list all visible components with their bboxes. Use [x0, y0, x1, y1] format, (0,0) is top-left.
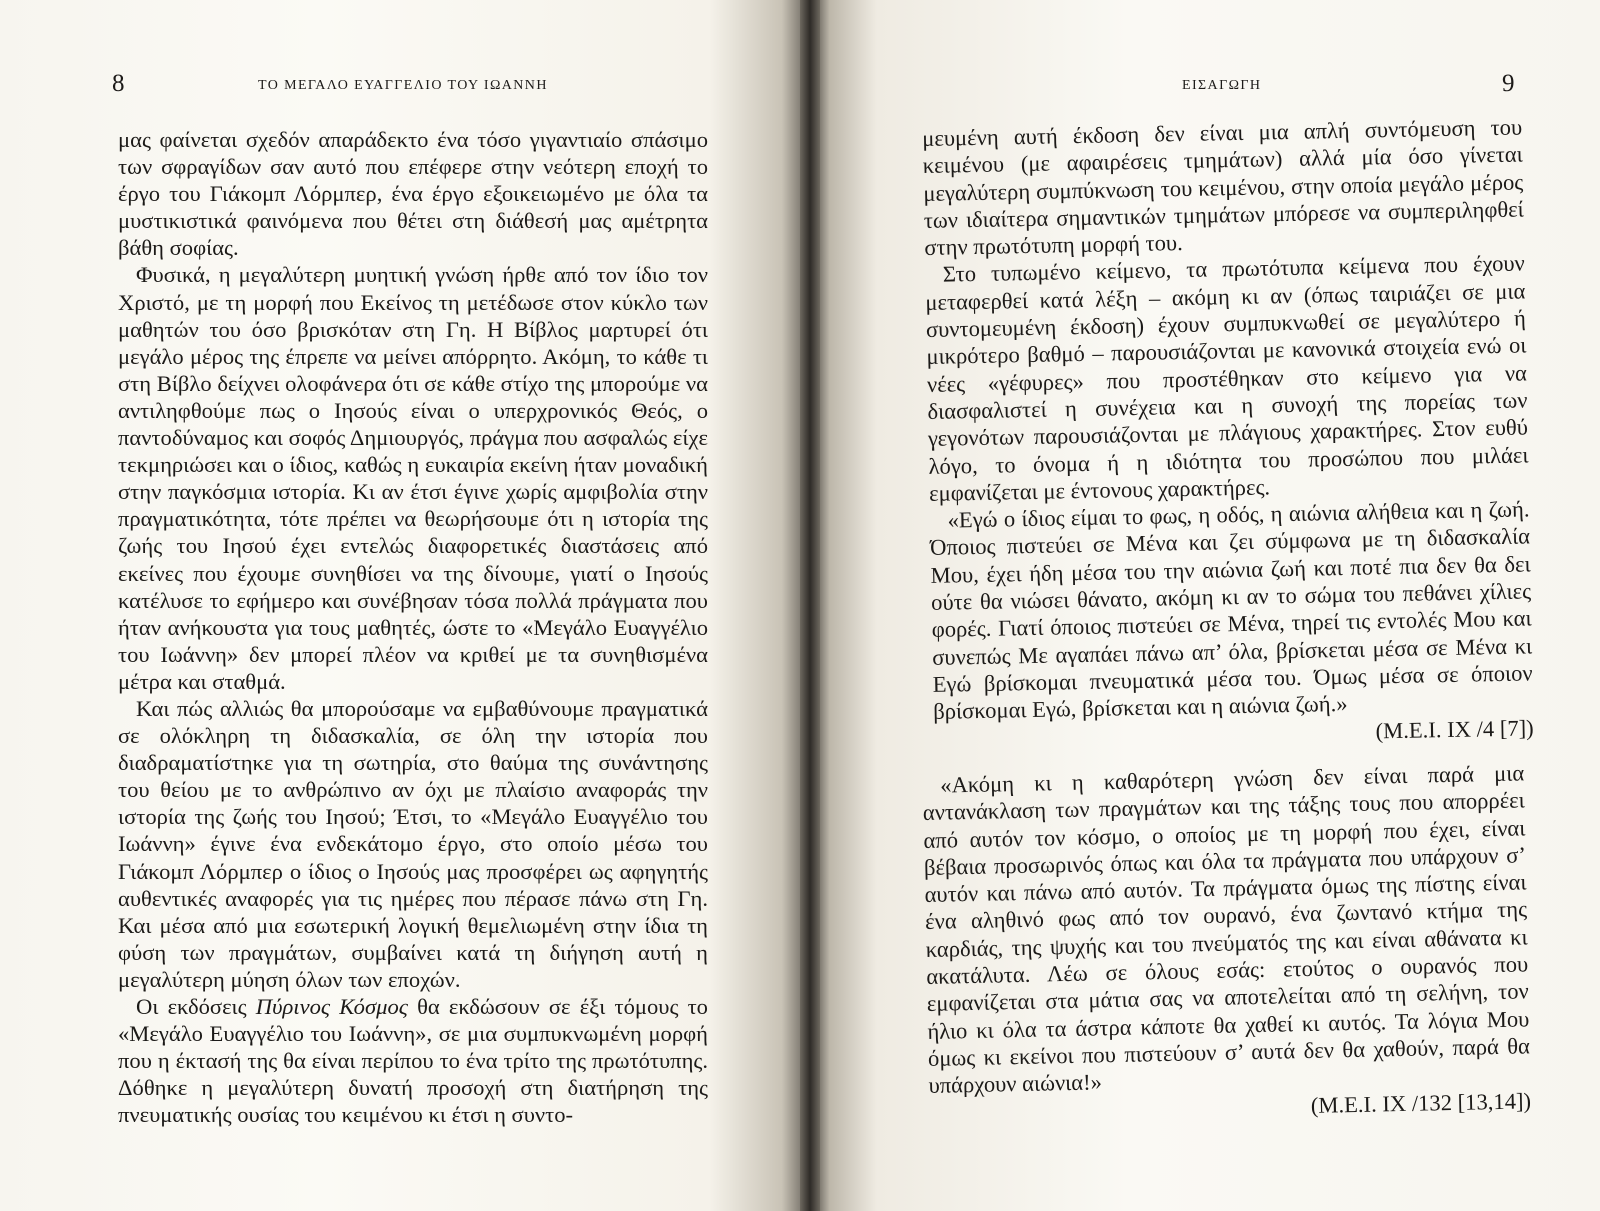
left-paragraph-4	[118, 993, 708, 1128]
left-paragraph-1: μας φαίνεται σχεδόν απαράδεκτο ένα τόσο γιγαντιαίο σπάσιμο των σφραγίδων σαν αυτό που επέφερε στην νεότερη εποχή το έργο του Γιάκομπ Λόρμπερ, ένα έργο εξοικειωμένο με όλα τα μυστικιστικά φαινόμενα που θέτει στη διάθεσή μας αμέτρητα βάθη σοφίας.	[118, 127, 708, 261]
left-paragraph-4-rest: θα εκδώσουν σε έξι τόμους το «Μεγάλο Ευαγγέλιο του Ιωάννη», σε μια συμπυκνωμένη μορφή που η έκτασή της θα είναι περίπου το ένα τρίτο της πρωτότυπης. Δόθηκε η μεγαλύτερη δυνατή προσοχή στη διατήρηση της πνευματικής ουσίας του κειμένου κι έτσι η συντο-	[118, 994, 708, 1128]
left-page-number: 8	[112, 70, 125, 97]
left-running-head: ΤΟ ΜΕΓΑΛΟ ΕΥΑΓΓΕΛΙΟ ΤΟΥ ΙΩΑΝΝΗ	[258, 78, 548, 93]
right-page-number: 9	[1502, 70, 1515, 97]
publisher-name: Πύρινος Κόσμος	[255, 994, 408, 1019]
citation-2: (Μ.Ε.Ι. IX /132 [13,14])	[1310, 1087, 1532, 1118]
right-paragraph-1: μευμένη αυτή έκδοση δεν είναι μια απλή συντόμευση του κειμένου (με αφαιρέσεις τμημάτων) αλλά μία όσο γίνεται μεγαλύτερη συμπύκνωση του κειμένου, στην οποία μεγάλο μέρος των ιδιαίτερα σημαντικών τμημάτων μπόρεσε να συμπεριληφθεί στην πρωτότυπη μορφή του.	[922, 114, 1524, 261]
left-paragraph-2: Φυσικά, η μεγαλύτερη μυητική γνώση ήρθε από τον ίδιο τον Χριστό, με τη μορφή που Εκείνος τη μετέδωσε στον κύκλο των μαθητών του όσο βρισκόταν στη Γη. Η Βίβλος μαρτυρεί ότι μεγάλο μέρος της έπρεπε να μείνει απόρρητο. Ακόμη, το κάθε τι στη Βίβλο δείχνει ολοφάνερα ότι σε κάθε στίχο της μπορούμε να αντιληφθούμε πως ο Ιησούς είναι ο υπερχρονικός Θεός, ο παντοδύναμος και σοφός Δημιουργός, πράγμα που ασφαλώς είχε τεκμηριώσει και ο ίδιος, καθώς η ευκαιρία εκείνη ήταν μοναδική στην παγκόσμια ιστορία. Κι αν έτσι έγινε χωρίς αμφιβολία στην πραγματικότητα, τότε πρέπει να θεωρήσουμε ότι η ιστορία της ζωής του Ιησού έχει εντελώς διαφορετικές διαστάσεις από εκείνες που έχουμε συνηθίσει να της δίνουμε, γιατί ο Ιησούς κατέλυσε το εφήμερο και συνέβησαν τόσα πολλά πράγματα που ήταν ανήκουστα για τους μαθητές, ώστε το «Μεγάλο Ευαγγέλιο του Ιωάννη» δεν μπορεί πλέον να κριθεί με τα συνηθισμένα μέτρα και σταθμά.	[118, 262, 708, 694]
right-paragraph-2: Στο τυπωμένο κείμενο, τα πρωτότυπα κείμενα που έχουν μεταφερθεί κατά λέξη – ακόμη κι αν (όπως ταιριάζει σε μια συντομευμένη έκδοση) έχουν συμπυκνωθεί σε μεγαλύτερο ή μικρότερο βαθμό – παρουσιάζονται με κανονικά στοιχεία ενώ οι νέες «γέφυρες» που προστέθηκαν στο κείμενο για να διασφαλιστεί η συνέχεια και η συνοχή της πορείας των γεγονότων παρουσιάζονται με πλάγιους χαρακτήρες. Στον ευθύ λόγο, το όνομα ή η ιδιότητα του προσώπου που μιλάει εμφανίζεται με έντονους χαρακτήρες.	[925, 250, 1529, 506]
citation-1: (Μ.Ε.Ι. IX /4 [7])	[1375, 714, 1534, 743]
left-paragraph-3: Και πώς αλλιώς θα μπορούσαμε να εμβαθύνουμε πραγματικά σε ολόκληρη τη διδασκαλία, σε όλη την ιστορία που διαδραματίστηκε για τη σωτηρία, στο θαύμα της συνάντησης του θείου με το ανθρώπινο αν όχι με πλαίσιο αναφοράς την ιστορία της ζωής του Ιησού; Έτσι, το «Μεγάλο Ευαγγέλιο του Ιωάννη» έγινε ένα ενδεκάτομο έργο, στο οποίο μέσω του Γιάκομπ Λόρμπερ ο ίδιος ο Ιησούς μας προσφέρει ως αφηγητής αυθεντικές αναφορές για τις ημέρες που πέρασε πάνω στη Γη. Και μέσα από μια εσωτερική λογική θεμελιωμένη στην ίδια τη φύση των πραγμάτων, συμβαίνει κατά τη διήγηση αυτή η μεγαλύτερη μύηση όλων των εποχών.	[118, 695, 708, 992]
book-gutter	[800, 0, 820, 1211]
right-quote-2: «Ακόμη κι η καθαρότερη γνώση δεν είναι παρά μια αντανάκλαση των πραγμάτων και της τάξης τους που απορρέει από αυτόν τον κόσμο, ο οποίος με τη μορφή που έχει, είναι βέβαια προσωρινός όπως και όλα τα πράγματα που υπάρχουν σ’ αυτόν και πάνω από αυτόν. Τα πράγματα όμως της πίστης είναι ένα αληθινό φως από τον ουρανό, ένα ζωντανό κτήμα της καρδιάς, της ψυχής και του πνεύματός της και είναι αθάνατα κι ακατάλυτα. Λέω σε όλους εσάς: ετούτος ο ουρανός που εμφανίζεται στα μάτια σας να αποτελείται από τη σελήνη, τον ήλιο κι όλα τα άστρα κάποτε θα χαθεί κι αυτός. Τα λόγια Μου όμως κι εκείνοι που πιστεύουν σ’ αυτά δεν θα χαθούν, παρά θα υπάρχουν αιώνια!»	[922, 760, 1531, 1099]
right-body-text-2	[922, 759, 1531, 1126]
left-paragraph-4-start: Οι εκδόσεις	[136, 994, 256, 1019]
right-body-text	[922, 113, 1534, 752]
left-body-text	[118, 126, 708, 1128]
right-running-head: ΕΙΣΑΓΩΓΗ	[1182, 78, 1262, 93]
right-quote-1: «Εγώ ο ίδιος είμαι το φως, η οδός, η αιώνια αλήθεια και η ζωή. Όποιος πιστεύει σε Μένα και ζει σύμφωνα με τη διδασκαλία Μου, έχει ήδη μέσα του την αιώνια ζωή και ποτέ πια δεν θα δει ούτε θα νιώσει θάνατο, ακόμη κι αν το σώμα του πεθάνει χίλιες φορές. Γιατί όποιος πιστεύει σε Μένα, τηρεί τις εντολές Μου και συνεπώς Με αγαπάει πάνω απ’ όλα, βρίσκεται μέσα σε Μένα κι Εγώ βρίσκομαι πνευματικά μέσα του. Όμως μέσα σε όποιον βρίσκομαι Εγώ, βρίσκεται και η αιώνια ζωή.»	[929, 496, 1533, 725]
